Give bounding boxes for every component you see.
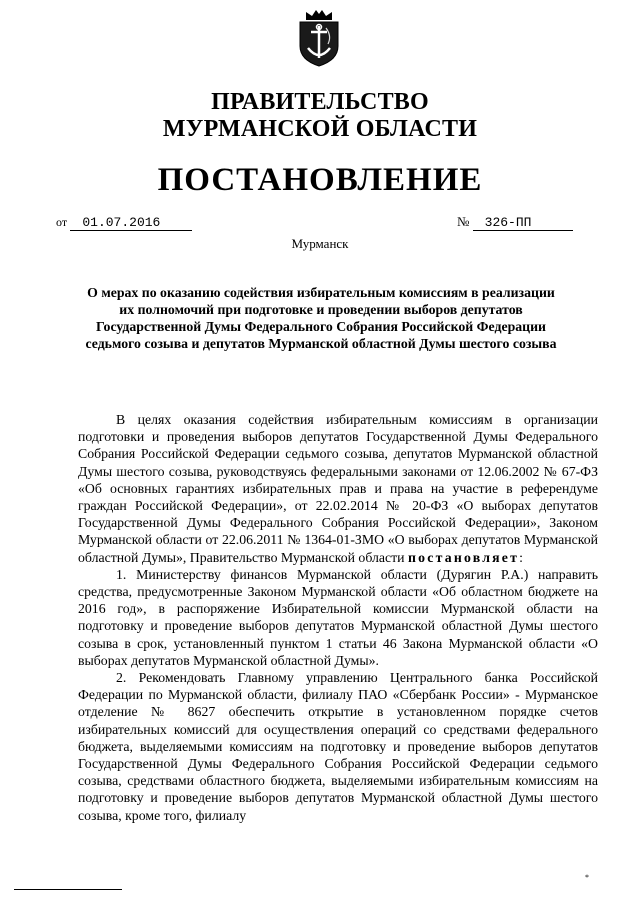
document-type: ПОСТАНОВЛЕНИЕ bbox=[157, 162, 483, 198]
number-prefix: № bbox=[457, 214, 470, 229]
preamble-text: В целях оказания содействия избирательным комиссиям в организации подготовки и проведения выборов депутатов Государственной Думы Федерального Собрания Российской Федерации седьмого созыва, депутатов Мурманской областной Думы шестого созыва, руководствуясь федеральными законами от 12.06.2002 № 67-ФЗ «Об основных гарантиях избирательных прав и права на участие в референдуме граждан Российской Федерации», от 22.02.2014 № 20-ФЗ «О выборах депутатов Государственной Думы Федерального Собрания Российской Федерации», Законом Мурманской области от 22.06.2011 № 1364-01-ЗМО «О выборах депутатов Мурманской областной Думы», Правительство Мурманской области bbox=[78, 412, 598, 565]
city: Мурманск bbox=[291, 236, 349, 251]
government-title-line1: ПРАВИТЕЛЬСТВО bbox=[211, 89, 429, 115]
item-2-paragraph: 2. Рекомендовать Главному управлению Центрального банка Российской Федерации по Мурманской области, филиалу ПАО «Сбербанк России» - Мурманское отделение № 8627 обеспечить открытие в установленном порядке счетов избирательных комиссий для осуществления операций со средствами федерального бюджета, выделяемыми комиссиям на подготовку и проведение выборов депутатов Государственной Думы Федерального Собрания Российской Федерации седьмого созыва, средствами областного бюджета, выделяемыми избирательным комиссиям на подготовку и проведение выборов депутатов Мурманской областной Думы шестого созыва, кроме того, филиалу bbox=[78, 670, 598, 823]
number-value: 326-ПП bbox=[473, 216, 573, 231]
resolves-word: постановляет bbox=[408, 549, 520, 565]
document-number bbox=[457, 214, 573, 231]
coat-of-arms-icon bbox=[296, 6, 342, 68]
resolves-colon: : bbox=[519, 549, 523, 565]
date-value: 01.07.2016 bbox=[70, 216, 192, 231]
document-date bbox=[56, 214, 192, 231]
item-1-paragraph: 1. Министерству финансов Мурманской области (Дурягин Р.А.) направить средства, предусмотренные Законом Мурманской области «Об областном бюджете на 2016 год», в распоряжение Избирательной комиссии Мурманской области на подготовку и проведение выборов депутатов Мурманской областной Думы шестого созыва в срок, установленный пунктом 1 статьи 46 Закона Мурманской области «О выборах депутатов Мурманской областной Думы». bbox=[78, 566, 598, 668]
document-body bbox=[78, 411, 598, 824]
document-subject: О мерах по оказанию содействия избирательным комиссиям в реализации их полномочий при подготовке и проведении выборов депутатов Государственной Думы Федерального Собрания Российской Федерации седьмого созыва и депутатов Мурманской областной Думы шестого созыва bbox=[85, 285, 557, 351]
footer-rule bbox=[14, 889, 122, 890]
date-prefix: от bbox=[56, 215, 68, 229]
government-title-line2: МУРМАНСКОЙ ОБЛАСТИ bbox=[162, 116, 478, 142]
preamble-paragraph bbox=[78, 411, 598, 566]
page-mark: * bbox=[585, 873, 589, 882]
